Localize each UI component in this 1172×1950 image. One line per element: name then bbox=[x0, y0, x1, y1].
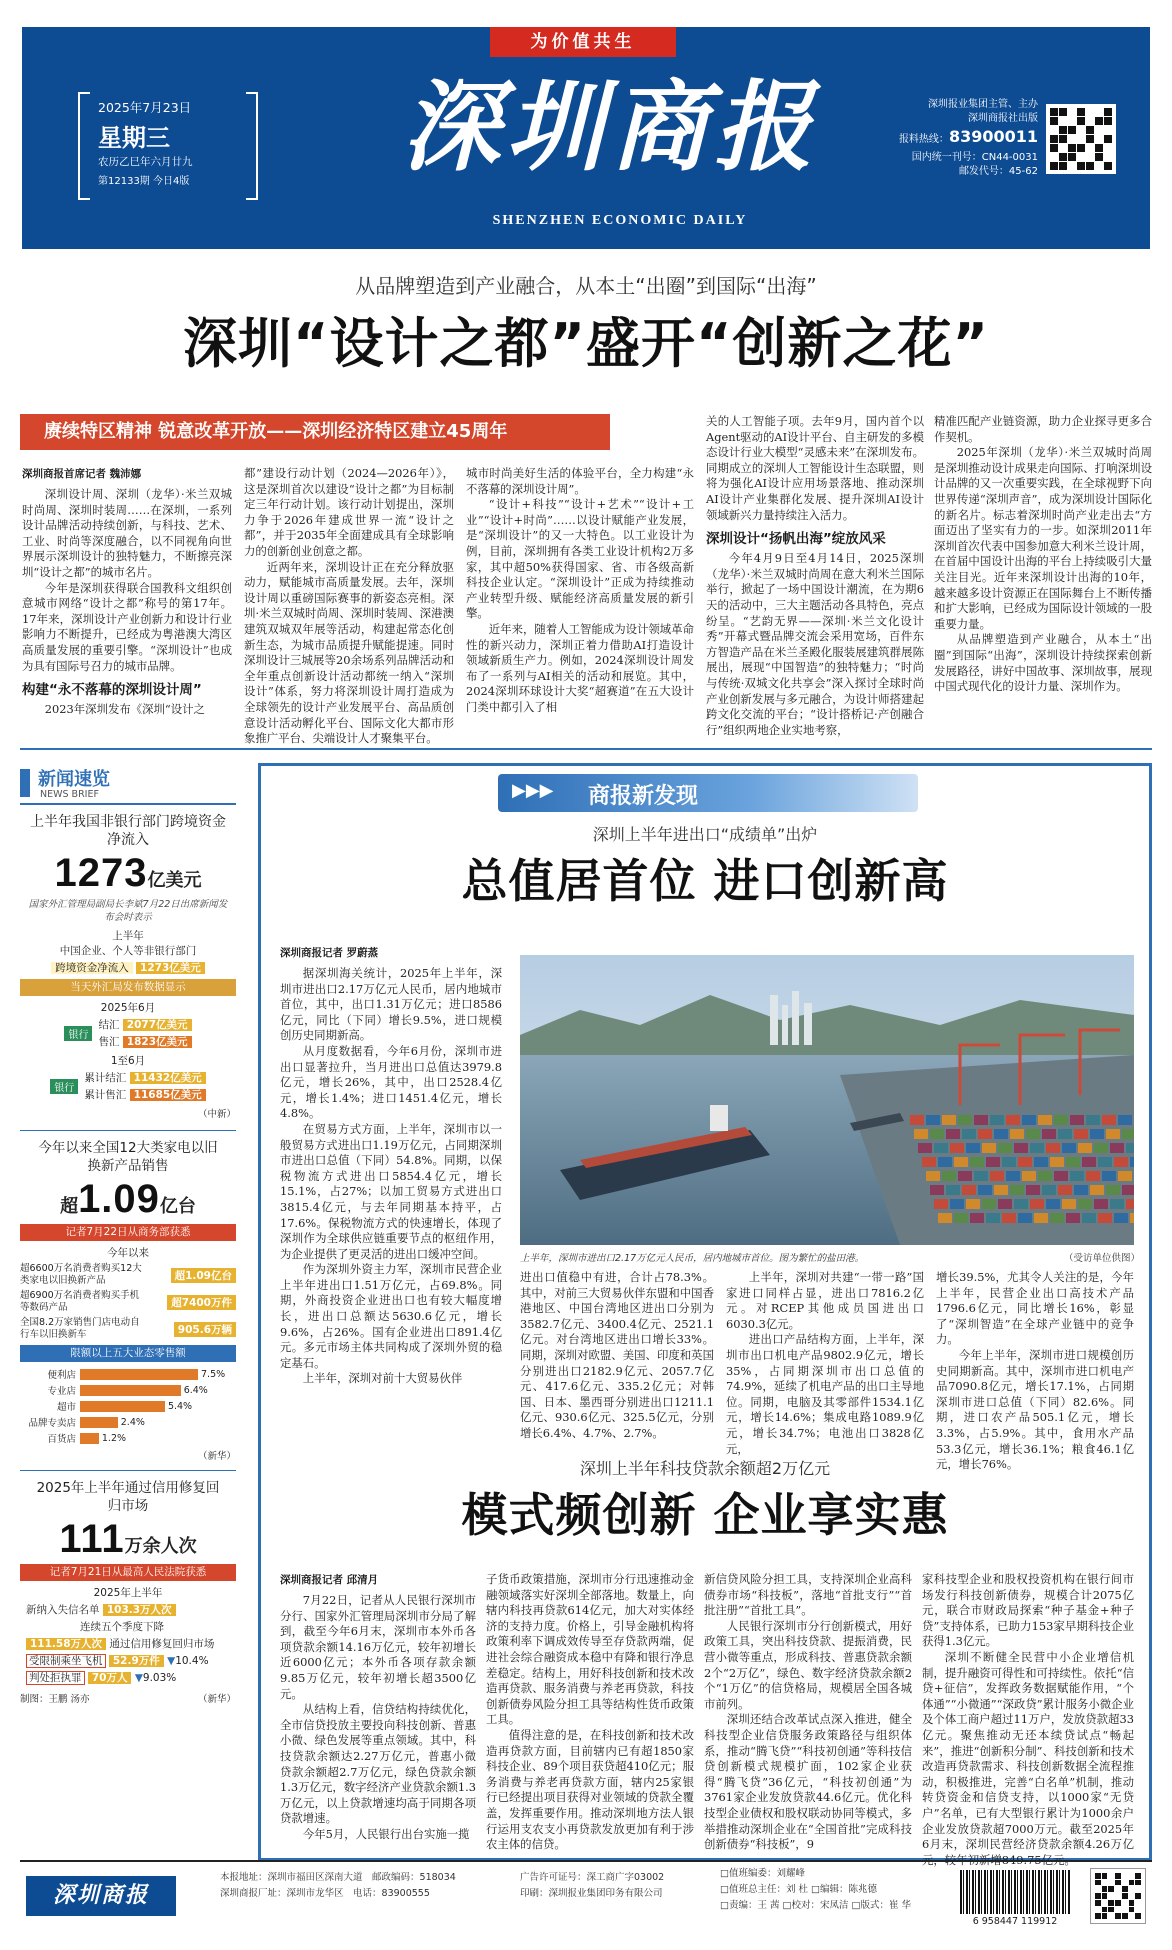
container-block bbox=[934, 1143, 948, 1153]
story1-column-2 bbox=[520, 1270, 714, 1442]
retail-bar-chart bbox=[20, 1366, 236, 1446]
container-block bbox=[1030, 1199, 1044, 1209]
container-block bbox=[1090, 1185, 1104, 1195]
container-block bbox=[1114, 1157, 1128, 1167]
retail-bar-value: 1.2% bbox=[101, 1432, 127, 1444]
footer-editor: □值班总主任：刘 杜 □编辑：陈兆德 bbox=[720, 1884, 877, 1895]
news-brief-marker bbox=[20, 769, 30, 797]
footer-plant: 深圳商报厂址：深圳市龙华区 bbox=[220, 1888, 344, 1899]
container-block bbox=[1122, 1185, 1134, 1195]
container-block bbox=[926, 1115, 940, 1125]
banner-arrow-icon: ▶▶▶ bbox=[512, 780, 554, 801]
brief-unit: 亿台 bbox=[159, 1196, 196, 1217]
brief-big-number: 111 bbox=[59, 1517, 125, 1561]
brief-shou-value: 1823亿美元 bbox=[123, 1036, 192, 1048]
container-block bbox=[986, 1157, 1000, 1167]
brief-pre: 超 bbox=[60, 1196, 79, 1217]
container-block bbox=[1118, 1171, 1132, 1181]
container-block bbox=[990, 1115, 1004, 1125]
container-block bbox=[1058, 1129, 1072, 1139]
lead-paragraph: 今年是深圳获得联合国教科文组织创意城市网络“设计之都”称号的第17年。17年来，深圳设计产业创新力和设计行业影响力不断提升，已经成为粤港澳大湾区高质量发展的重要引擎。“深圳设计”也成为具有国际号召力的城市品牌。 bbox=[22, 580, 232, 673]
container-block bbox=[1062, 1199, 1076, 1209]
brief-row-label: 新纳入失信名单 bbox=[26, 1604, 100, 1616]
container-block bbox=[998, 1199, 1012, 1209]
container-block bbox=[1026, 1185, 1040, 1195]
brief-item-2 bbox=[20, 1130, 236, 1462]
lead-paragraph: 2025年深圳（龙华）·米兰双城时尚周是深圳推动设计成果走向国际、打响深圳设计品牌的又一次重要实践，在全球视野下向世界传递“深圳声音”，成为深圳设计国际化的新名片。标志着深圳时尚产业走出去“方面迈出了坚实有力的一步。如深圳2011年深圳首次代表中国参加意大利米兰设计周，在首届中国设计出海的平台上持续吸引大量关注目光。近年来深圳设计出海的10年，越来越多设计资源正在国际舞台上不断传播和扩大影响，已经成为国际设计领域的一股重要力量。 bbox=[934, 445, 1152, 631]
story2-byline: 深圳商报记者 邱清月 bbox=[280, 1574, 379, 1586]
postal-code: 邮发代号：45-62 bbox=[958, 166, 1038, 177]
container-block bbox=[1050, 1213, 1064, 1223]
brief-subhead: 2025年上半年 bbox=[93, 1587, 163, 1599]
lead-paragraph: 今年4月9日至4月14日，2025深圳（龙华）·米兰双城时尚周在意大利米兰国际举行，掀起了一场中国设计潮流，在为期6天的活动中，三大主题活动各具特色，亮点纷呈。“艺韵无界——深圳·米兰文化设计秀”开幕式暨品牌交流会采用宽场，百件东方智造产品在米兰圣殿化服装展建筑群展陈展出，展现“中国智造”的独特魅力；“时尚与传统·双城文化共享会”深入探讨全球时尚产业创新发展与多元融合，为设计师搭建起跨文化交流的平台；“设计搭桥记·产创融合行”组织两地企业实地考察， bbox=[706, 551, 924, 737]
container-block bbox=[958, 1115, 972, 1125]
container-block bbox=[994, 1129, 1008, 1139]
container-block bbox=[950, 1143, 964, 1153]
footer-logo: 深圳商报 bbox=[26, 1876, 176, 1916]
brief-unit: 万余人次 bbox=[124, 1536, 197, 1557]
container-block bbox=[1014, 1143, 1028, 1153]
container-block bbox=[1070, 1171, 1084, 1181]
story1-column-3 bbox=[726, 1270, 924, 1457]
container-block bbox=[918, 1143, 932, 1153]
weekday: 星期三 bbox=[98, 124, 170, 152]
container-block bbox=[1046, 1143, 1060, 1153]
container-block bbox=[1026, 1129, 1040, 1139]
container-block bbox=[986, 1213, 1000, 1223]
story2-paragraph: 7月22日，记者从人民银行深圳市分行、国家外汇管理局深圳市分局了解到，截至今年6月末，深圳市本外币各项贷款余额14.16万亿元，较年初增长近6000亿元；本外币各项存款余额9.85万亿元，较年初增长超3500亿元。 bbox=[280, 1593, 476, 1701]
container-block bbox=[1106, 1185, 1120, 1195]
container-block bbox=[1062, 1143, 1076, 1153]
container-block bbox=[1006, 1115, 1020, 1125]
container-block bbox=[1122, 1129, 1134, 1139]
container-block bbox=[1034, 1213, 1048, 1223]
lead-column-5 bbox=[934, 414, 1152, 695]
feature-banner bbox=[498, 774, 918, 812]
footer-editor: □值班编委：刘耀峰 bbox=[720, 1868, 805, 1879]
brief-bank-label: 银行 bbox=[50, 1079, 78, 1094]
container-block bbox=[1074, 1185, 1088, 1195]
container-block bbox=[1110, 1143, 1124, 1153]
news-brief-title: 新闻速览 bbox=[38, 769, 110, 790]
brief-big-number: 1273 bbox=[54, 851, 148, 895]
page-footer bbox=[20, 1860, 1152, 1935]
container-block bbox=[1066, 1213, 1080, 1223]
story1-paragraph: 进出口产品结构方面，上半年，深圳市出口机电产品9802.9亿元，增长35%，占同期深圳市出口总值的74.9%，延续了机电产品的出口主导地位。同期，电脑及其零部件1534.1亿元，增长14.6%；集成电路1089.9亿元，增长34.7%；电池出口3828亿元， bbox=[726, 1332, 924, 1456]
container-block bbox=[922, 1157, 936, 1167]
container-block bbox=[942, 1115, 956, 1125]
story2-column-4 bbox=[922, 1572, 1134, 1868]
brief-source: （中新） bbox=[197, 1109, 236, 1120]
lead-column-3 bbox=[466, 466, 694, 716]
container-block bbox=[1114, 1213, 1128, 1223]
retail-bar-label: 品牌专卖店 bbox=[28, 1418, 76, 1429]
container-block bbox=[954, 1213, 968, 1223]
story2-paragraph: 家科技型企业和股权投资机构在银行间市场发行科技创新债券，规模合计2075亿元，联合市财政局探索“种子基金+种子贷”支持体系，已助力153家早期科技企业获得1.3亿元。 bbox=[922, 1572, 1134, 1649]
story1-paragraph: 在贸易方式方面，上半年，深圳市以一般贸易方式进出口1.19万亿元，占同期深圳市进出口总值（下同）54.8%。同期，以保税物流方式进出口5854.4亿元，增长15.1%，占27%；以加工贸易方式进出口3815.4亿元，与去年同期基本持平，占17.6%。保税物流方式的快速增长，体现了深圳作为全球供应链重要节点的枢纽作用，为企业提供了更灵活的进出口缓冲空间。 bbox=[280, 1121, 502, 1261]
divider bbox=[20, 748, 1152, 750]
container-block bbox=[978, 1185, 992, 1195]
brief-jie: 结汇 bbox=[98, 1019, 120, 1031]
container-block bbox=[970, 1157, 984, 1167]
footer-address: 本报地址：深圳市福田区深南大道 bbox=[220, 1872, 363, 1883]
footer-ad-license: 广告许可证号：深工商广字03002 bbox=[520, 1872, 665, 1883]
story1-paragraph: 据深圳海关统计，2025年上半年，深圳市进出口2.17万亿元人民币，居内地城市首位，其中，出口1.31万亿元；进口8586亿元，同比（下同）增长9.5%，进口规模创历史同期新高。 bbox=[280, 966, 502, 1043]
brief-month: 1至6月 bbox=[110, 1055, 146, 1067]
lead-headline: 深圳“设计之都”盛开“创新之花” bbox=[183, 312, 989, 375]
container-block bbox=[938, 1213, 952, 1223]
container-block bbox=[1006, 1171, 1020, 1181]
port-photo-illustration bbox=[520, 955, 1134, 1245]
retail-bar-label: 百货店 bbox=[47, 1434, 76, 1445]
container-block bbox=[954, 1157, 968, 1167]
container-block bbox=[982, 1143, 996, 1153]
container-block bbox=[1054, 1171, 1068, 1181]
story2-paragraph: 值得注意的是，在科技创新和技术改造再贷款方面，目前辖内已有超1850家科技企业、89个项目获贷超410亿元；服务消费与养老再贷款方面，辖内25家银行已经提出项目获得对业领域的贷款全覆盖，发挥重要作用。推动深圳地方法人银行运用支农支小再贷款发放更加有利于涉农主体的信贷。 bbox=[486, 1727, 694, 1852]
container-block bbox=[946, 1185, 960, 1195]
container-block bbox=[1078, 1143, 1092, 1153]
brief-change: 10.4% bbox=[175, 1655, 209, 1667]
retail-bar-value: 7.5% bbox=[201, 1368, 226, 1380]
retail-bar bbox=[80, 1417, 118, 1428]
down-arrow-icon: ▼ bbox=[167, 1655, 176, 1667]
container-block bbox=[950, 1199, 964, 1209]
container-block bbox=[926, 1171, 940, 1181]
brief-row-label: 通过信用修复回归市场 bbox=[109, 1638, 215, 1650]
section-banner: 赓续特区精神 锐意改革开放——深圳经济特区建立45周年 bbox=[20, 414, 610, 450]
container-block bbox=[1058, 1185, 1072, 1195]
brief-bar: 限额以上五大业态零售额 bbox=[20, 1345, 236, 1362]
brief-source: （新华） bbox=[197, 1694, 236, 1705]
brief-big-number: 1.09 bbox=[78, 1177, 160, 1221]
container-block bbox=[946, 1129, 960, 1139]
cn-number: 国内统一刊号：CN44-0031 bbox=[911, 152, 1038, 163]
brief-row-value: 超1.09亿台 bbox=[171, 1268, 236, 1283]
container-block bbox=[1106, 1129, 1120, 1139]
story2-paragraph: 新信贷风险分担工具，支持深圳企业高科债券市场“科技板”，落地“首批支行”“首批注册”“首批工具”。 bbox=[704, 1572, 912, 1618]
retail-bar-row bbox=[24, 1366, 236, 1382]
lead-paragraph: 近两年来，深圳设计正在充分释放驱动力，赋能城市高质量发展。去年，深圳设计周以重磅国际赛事的新姿态亮相。深圳·米兰双城时尚周、深圳时装周、深港澳建筑双城双年展等活动，构建起常态化创新生态，为城市品质提升赋能提速。同时深圳设计三城展等20余场系列品牌活动和全年重点创新设计活动都统一纳入“深圳设计”体系，努力将深圳设计周打造成为全球领先的设计产业发展平台、高品质创意设计活动孵化平台、国际文化大都市形象推广平台、尖端设计人才聚集平台。 bbox=[244, 559, 454, 746]
brief-bar: 记者7月22日从商务部获悉 bbox=[20, 1224, 236, 1241]
footer-postcode: 邮政编码：518034 bbox=[372, 1872, 456, 1883]
story2-paragraph: 深圳不断健全民营中小企业增信机制，提升融资可得性和可持续性。依托“信贷+征信”，发挥政务数据赋能作用，“个体通”“小微通”“深政贷”累计服务小微企业及个体工商户超过11万户，发放贷款超33亿元。聚焦推动无还本续贷试点“畅起来”，推进“创新积分制”、科技创新和技术改造再贷款需求、科技创新数据全流程推动，积极推进，完善“白名单”机制，推动转贷资金和信贷支持，以1000家“无贷户”名单，已有大型银行累计为1000余户企业发放贷款超7000万元。截至2025年6月末，深圳民营经济贷款余额4.26万亿元，较年初新增849.75亿元。 bbox=[922, 1649, 1134, 1867]
retail-bar bbox=[80, 1385, 181, 1396]
container-block bbox=[934, 1199, 948, 1209]
container-block bbox=[1102, 1115, 1116, 1125]
brief-row-value: 905.6万辆 bbox=[174, 1322, 236, 1337]
lead-paragraph: 关的人工智能子项。去年9月，国内首个以Agent驱动的AI设计平台、自主研发的多模态设计行业大模型“灵感未来”在深圳发布。同期成立的深圳人工智能设计生态联盟，则将为强化AI设计应用场景落地、推动深圳AI设计产业集群化发展、提升深圳AI设计领域新兴力量持续注入活力。 bbox=[706, 414, 924, 522]
brief-row: 中国企业、个人等非银行部门 bbox=[59, 945, 197, 957]
story2-paragraph: 从结构上看，信贷结构持续优化，全市信贷投放主要投向科技创新、普惠小微、绿色发展等重点领域。其中，科技贷款余额达2.27万亿元，普惠小微贷款余额超2.7万亿元，绿色贷款余额1.3万亿元，数字经济产业贷款余额1.3万亿元，以上贷款增速均高于同期各项贷款增速。 bbox=[280, 1702, 476, 1826]
footer-qr-code bbox=[1090, 1868, 1146, 1924]
container-block bbox=[974, 1115, 988, 1125]
container-block bbox=[1082, 1213, 1096, 1223]
container-block bbox=[1086, 1171, 1100, 1181]
lead-column-1 bbox=[22, 466, 232, 718]
lead-paragraph: 深圳设计周、深圳（龙华）·米兰双城时尚周、深圳时装周……在深圳，一系列设计品牌活动持续创新，与科技、艺术、工业、时尚等深度融合，以不同视角向世界展示深圳设计的独特魅力，不断擦亮深圳“设计之都”的城市名片。 bbox=[22, 487, 232, 579]
container-block bbox=[1010, 1185, 1024, 1195]
container-block bbox=[930, 1129, 944, 1139]
container-block bbox=[994, 1185, 1008, 1195]
hotline-label: 报料热线： bbox=[898, 134, 949, 145]
date-box bbox=[78, 92, 258, 202]
container-block bbox=[1010, 1129, 1024, 1139]
photo-credit: （受访单位供图） bbox=[1063, 1253, 1140, 1264]
brief-source: （新华） bbox=[197, 1451, 236, 1462]
container-block bbox=[966, 1199, 980, 1209]
retail-bar-row bbox=[24, 1430, 236, 1446]
container-block bbox=[962, 1185, 976, 1195]
story2-column-1 bbox=[280, 1572, 476, 1843]
newspaper-logo-english: SHENZHEN ECONOMIC DAILY bbox=[492, 213, 748, 228]
container-block bbox=[938, 1157, 952, 1167]
container-block bbox=[942, 1171, 956, 1181]
brief-row-label: 受限制乘坐飞机 bbox=[26, 1654, 106, 1668]
container-block bbox=[1086, 1115, 1100, 1125]
retail-bar-value: 5.4% bbox=[167, 1400, 193, 1412]
lead-subhead: 深圳设计“扬帆出海”绽放风采 bbox=[706, 531, 886, 548]
retail-bar-label: 专业店 bbox=[47, 1386, 76, 1397]
lead-paragraph: 近年来，随着人工智能成为设计领域革命性的新兴动力，深圳正着力借助AI打造设计领域新质生产力。例如，2024深圳设计周发布了一系列与AI相关的活动和展览。其中，2024深圳环球设计大奖“超赛道”在五大设计门类中都引入了相 bbox=[466, 621, 694, 714]
brief-row-value: 103.3万人次 bbox=[103, 1604, 176, 1616]
story1-paragraph: 增长39.5%，尤其令人关注的是，今年上半年，民营企业出口高技术产品1796.6亿元，同比增长16%，彰显了“深圳智造”在全球产业链中的竞争力。 bbox=[936, 1270, 1134, 1347]
publisher-info bbox=[890, 98, 1038, 179]
issue-number: 第12133期 今日4版 bbox=[98, 176, 190, 187]
lead-byline: 深圳商报首席记者 魏沛娜 bbox=[22, 468, 142, 480]
story2-column-3 bbox=[704, 1572, 912, 1853]
container-block bbox=[1038, 1171, 1052, 1181]
story1-paragraph: 进出口值稳中有进，合计占78.3%。其中，对前三大贸易伙伴东盟和中国香港地区、中国台湾地区进出口分别为3582.7亿元、3400.4亿元、2521.1亿元。对台湾地区进出口增长33%。同期，深圳对欧盟、美国、印度和英国分别进出口2182.9亿元、2057.7亿元、417.6亿元、335.2亿元；对韩国、日本、墨西哥分别进出口1211.1亿元、930.6亿元、325.5亿元，分别增长6.4%、4.7%、2.7%。 bbox=[520, 1270, 714, 1440]
brief-unit: 亿美元 bbox=[147, 870, 202, 891]
brief-headline: 2025年上半年通过信用修复回归市场 bbox=[36, 1480, 220, 1514]
news-brief-sidebar bbox=[20, 763, 236, 1705]
container-block bbox=[1046, 1199, 1060, 1209]
brief-ljie: 累计结汇 bbox=[84, 1072, 127, 1084]
publisher-line-2: 深圳商报社出版 bbox=[968, 113, 1038, 124]
lead-column-4 bbox=[706, 414, 924, 738]
brief-row-label: 超6600万名消费者购买12大类家电以旧换新产品 bbox=[20, 1263, 142, 1286]
newspaper-logo: 深圳商报 bbox=[401, 70, 818, 185]
brief-headline: 上半年我国非银行部门跨境资金净流入 bbox=[30, 814, 226, 848]
retail-bar-row bbox=[24, 1382, 236, 1398]
brief-row-value: 70万人 bbox=[88, 1672, 132, 1684]
container-block bbox=[1102, 1171, 1116, 1181]
brief-row-label: 全国8.2万家销售门店电动自行车以旧换新车 bbox=[20, 1317, 140, 1340]
container-block bbox=[998, 1143, 1012, 1153]
container-block bbox=[1098, 1157, 1112, 1167]
container-block bbox=[1014, 1199, 1028, 1209]
story1-paragraph: 今年上半年，深圳市进口规模创历史同期新高。其中，深圳市进口机电产品7090.8亿元，增长17.1%，占同期深圳市进口总值（下同）82.6%。同期，进口农产品505.1亿元，增长3.3%，占5.9%。其中，食用水产品53.3亿元，增长36.1%；粮食46.1亿元，增长76%。 bbox=[936, 1347, 1134, 1472]
container-block bbox=[1022, 1115, 1036, 1125]
container-block bbox=[1130, 1157, 1134, 1167]
down-arrow-icon: ▼ bbox=[134, 1672, 143, 1684]
story1-paragraph: 从月度数据看，今年6月份，深圳市进出口显著拉升，当月进出口总值达3979.8亿元，增长26%，其中，出口2528.4亿元，增长1.4%；进口1451.4亿元，增长4.8%。 bbox=[280, 1043, 502, 1121]
retail-bar-value: 6.4% bbox=[183, 1384, 208, 1396]
story1-column-4 bbox=[936, 1270, 1134, 1473]
story1-byline: 深圳商报记者 罗蔚蒸 bbox=[280, 947, 379, 959]
brief-bank-label: 银行 bbox=[64, 1026, 92, 1041]
container-block bbox=[910, 1115, 924, 1125]
container-block bbox=[974, 1171, 988, 1181]
hotline-number: 83900011 bbox=[948, 127, 1038, 146]
footer-phone: 电话：83900555 bbox=[353, 1888, 430, 1899]
container-block bbox=[978, 1129, 992, 1139]
container-block bbox=[1022, 1171, 1036, 1181]
story2-kicker: 深圳上半年科技贷款余额超2万亿元 bbox=[579, 1459, 831, 1478]
container-block bbox=[970, 1213, 984, 1223]
retail-bar bbox=[80, 1369, 198, 1380]
news-brief-title-en: NEWS BRIEF bbox=[40, 789, 99, 800]
container-block bbox=[1130, 1213, 1134, 1223]
publisher-line-1: 深圳报业集团主管、主办 bbox=[928, 99, 1038, 110]
story1-paragraph: 作为深圳外资主力军，深圳市民营企业上半年进出口1.51万亿元，占69.8%。同期，外商投资企业进出口也有较大幅度增长，进出口总额达5630.6亿元，增长9.6%，占26%。国有企业进出口891.4亿元。多元市场主体共同构成了深圳外贸的稳定基石。 bbox=[280, 1262, 502, 1370]
brief-subhead: 上半年 bbox=[112, 930, 144, 942]
container-block bbox=[1110, 1199, 1124, 1209]
retail-bar-value: 2.4% bbox=[120, 1416, 145, 1428]
port-photo bbox=[520, 955, 1134, 1245]
barcode bbox=[960, 1870, 1070, 1914]
footer-printer: 印刷：深圳报业集团印务有限公司 bbox=[520, 1888, 663, 1899]
story2-paragraph: 深圳还结合改革试点深入推进，健全科技型企业信贷服务政策路径与组织体系，推动“腾飞贷”“科技初创通”等科技信贷创新模式规模扩面，102家企业获得“腾飞贷”36亿元，“科技初创通”为3761家企业发放贷款44.6亿元。优化科技型企业债权和股权联动协同等模式，多举措推动深圳企业在“全国首批”完成科技创新债券“科技板”，9 bbox=[704, 1712, 912, 1852]
container-block bbox=[982, 1199, 996, 1209]
story1-headline: 总值居首位 进口创新高 bbox=[461, 854, 949, 908]
brief-row-value: 52.9万件 bbox=[109, 1655, 164, 1667]
container-block bbox=[1126, 1143, 1134, 1153]
brief-ljie-value: 11432亿美元 bbox=[130, 1072, 206, 1084]
container-block bbox=[1090, 1129, 1104, 1139]
brief-row-label: 判处拒执罪 bbox=[26, 1671, 85, 1685]
masthead-tagline: 为价值共生 bbox=[490, 27, 676, 57]
brief-lshou-value: 11685亿美元 bbox=[130, 1089, 206, 1101]
story2-column-2 bbox=[486, 1572, 694, 1853]
container-block bbox=[930, 1185, 944, 1195]
lead-subhead: 构建“永不落幕的深圳设计周” bbox=[22, 682, 202, 699]
container-block bbox=[1118, 1115, 1132, 1125]
brief-change: 9.03% bbox=[142, 1672, 177, 1684]
retail-bar bbox=[80, 1401, 165, 1412]
story1-column-1 bbox=[280, 945, 502, 1387]
container-block bbox=[1018, 1213, 1032, 1223]
brief-bar: 当天外汇局发布数据显示 bbox=[20, 979, 236, 996]
container-block bbox=[1126, 1199, 1134, 1209]
brief-item-3 bbox=[20, 1470, 236, 1705]
retail-bar-label: 便利店 bbox=[47, 1370, 76, 1381]
brief-bar: 记者7月21日从最高人民法院获悉 bbox=[20, 1564, 236, 1581]
retail-bar-row bbox=[24, 1398, 236, 1414]
story2-paragraph: 人民银行深圳市分行创新模式，用好政策工具，突出科技贷款、提振消费，民营小微等重点，形成科技、普惠贷款余额2个“2万亿”，绿色、数字经济贷款余额2个“1万亿”的信贷格局，规模居全国各城市前列。 bbox=[704, 1618, 912, 1711]
brief-row-value: 1273亿美元 bbox=[136, 962, 205, 974]
brief-subhead: 今年以来 bbox=[107, 1247, 149, 1259]
brief-item-1 bbox=[20, 813, 236, 1120]
container-block bbox=[1038, 1115, 1052, 1125]
container-block bbox=[1054, 1115, 1068, 1125]
story2-headline: 模式频创新 企业享实惠 bbox=[461, 1488, 949, 1542]
container-block bbox=[1074, 1129, 1088, 1139]
footer-editor: □责编：王 茜 □校对：宋凤洁 □版式：崔 华 bbox=[720, 1900, 912, 1911]
container-block bbox=[914, 1129, 928, 1139]
lead-paragraph: 从品牌塑造到产业融合，从本土“出圈”到国际“出海”，深圳设计持续探索创新发展路径，讲好中国故事、深圳故事，展现中国式现代化的设计力量、深圳作为。 bbox=[934, 632, 1152, 694]
brief-shou: 售汇 bbox=[98, 1036, 120, 1048]
container-block bbox=[1070, 1115, 1084, 1125]
container-block bbox=[1002, 1157, 1016, 1167]
container-block bbox=[990, 1171, 1004, 1181]
photo-caption: 上半年，深圳市进出口2.17万亿元人民币，居内地城市首位。图为繁忙的盐田港。 bbox=[520, 1253, 865, 1264]
container-block bbox=[1094, 1143, 1108, 1153]
story1-paragraph: 上半年，深圳对前十大贸易伙伴 bbox=[302, 1371, 463, 1386]
story1-paragraph: 上半年，深圳对共建“一带一路”国家进口同样占显，进出口7816.2亿元。对RCEP其他成员国进出口6030.3亿元。 bbox=[726, 1270, 924, 1331]
lead-paragraph: “设计+科技”“设计+艺术”“设计+工业”“设计+时尚”……以设计赋能产业发展，是“深圳设计”的又一大特色。以工业设计为例，目前，深圳拥有各类工业设计机构2万多家，其中超50%获得国家、省、市各级高新科技企业认定。“深圳设计”正成为持续推动产业转型升级、赋能经济高质量发展的新引擎。 bbox=[466, 497, 694, 621]
brief-row-value: 超7400万件 bbox=[167, 1295, 236, 1310]
brief-row-value: 111.58万人次 bbox=[26, 1638, 106, 1650]
lead-paragraph: 都”建设行动计划（2024—2026年）》，这是深圳首次以建设“设计之都”为目标制定三年行动计划。该行动计划提出，深圳力争于2026年建成世界一流“设计之都”，并于2035年全面建成具有全球影响力的创新创业创意之都。 bbox=[244, 466, 454, 558]
story2-paragraph: 今年5月，人民银行出台实施一揽 bbox=[302, 1826, 470, 1841]
container-block bbox=[966, 1143, 980, 1153]
lead-paragraph: 城市时尚美好生活的体验平台，全力构建“永不落幕的深圳设计周”。 bbox=[466, 466, 694, 496]
brief-row-label: 跨境资金净流入 bbox=[51, 962, 133, 974]
container-block bbox=[1094, 1199, 1108, 1209]
container-block bbox=[1018, 1157, 1032, 1167]
retail-bar bbox=[80, 1433, 99, 1444]
container-block bbox=[1098, 1213, 1112, 1223]
retail-bar-row bbox=[24, 1414, 236, 1430]
container-block bbox=[1030, 1143, 1044, 1153]
lead-kicker: 从品牌塑造到产业融合，从本土“出圈”到国际“出海” bbox=[355, 274, 817, 298]
retail-bar-label: 超市 bbox=[56, 1402, 76, 1413]
lead-paragraph: 精准匹配产业链资源，助力企业探寻更多合作契机。 bbox=[934, 414, 1152, 444]
barcode-number: 6 958447 119912 bbox=[972, 1916, 1058, 1927]
brief-headline: 今年以来全国12大类家电以旧换新产品销售 bbox=[38, 1140, 218, 1174]
container-block bbox=[1002, 1213, 1016, 1223]
container-block bbox=[1082, 1157, 1096, 1167]
brief-lshou: 累计售汇 bbox=[84, 1089, 127, 1101]
story2-paragraph: 子货币政策措施，深圳市分行迅速推动金融领域落实好深圳全部落地。数量上，向辖内科技再贷款614亿元，加大对实体经济的支持力度。价格上，引导金融机构将政策利率下调成效传导至存贷款两端，促进社会综合融资成本稳中有降和银行净息差稳定。结构上，用好科技创新和技术改造再贷款、服务消费与养老再贷款，科技创新债券风险分担工具等结构性货币政策工具。 bbox=[486, 1572, 694, 1727]
container-block bbox=[1034, 1157, 1048, 1167]
container-block bbox=[1078, 1199, 1092, 1209]
lunar-date: 农历乙巳年六月廿九 bbox=[98, 156, 193, 168]
container-block bbox=[1042, 1129, 1056, 1139]
brief-row-label: 超6900万名消费者购买手机等数码产品 bbox=[20, 1290, 140, 1313]
container-block bbox=[958, 1171, 972, 1181]
brief-jie-value: 2077亿美元 bbox=[123, 1019, 192, 1031]
story1-kicker: 深圳上半年进出口“成绩单”出炉 bbox=[592, 825, 818, 844]
lead-paragraph: 2023年深圳发布《深圳“设计之 bbox=[44, 702, 205, 717]
feature-banner-label: 商报新发现 bbox=[588, 784, 699, 809]
container-block bbox=[1066, 1157, 1080, 1167]
lead-column-2 bbox=[244, 466, 454, 747]
news-brief-header bbox=[20, 763, 236, 805]
issue-date: 2025年7月23日 bbox=[98, 100, 192, 115]
container-block bbox=[1050, 1157, 1064, 1167]
container-block bbox=[962, 1129, 976, 1139]
container-block bbox=[1042, 1185, 1056, 1195]
brief-note: 国家外汇管理局副局长李斌7月22日出席新闻发布会时表示 bbox=[28, 899, 228, 923]
brief-row: 连续五个季度下降 bbox=[80, 1621, 164, 1633]
brief-month: 2025年6月 bbox=[100, 1002, 156, 1014]
graphic-credit: 制图：王鹏 汤亦 bbox=[20, 1694, 90, 1705]
masthead-qr-code bbox=[1046, 104, 1116, 174]
